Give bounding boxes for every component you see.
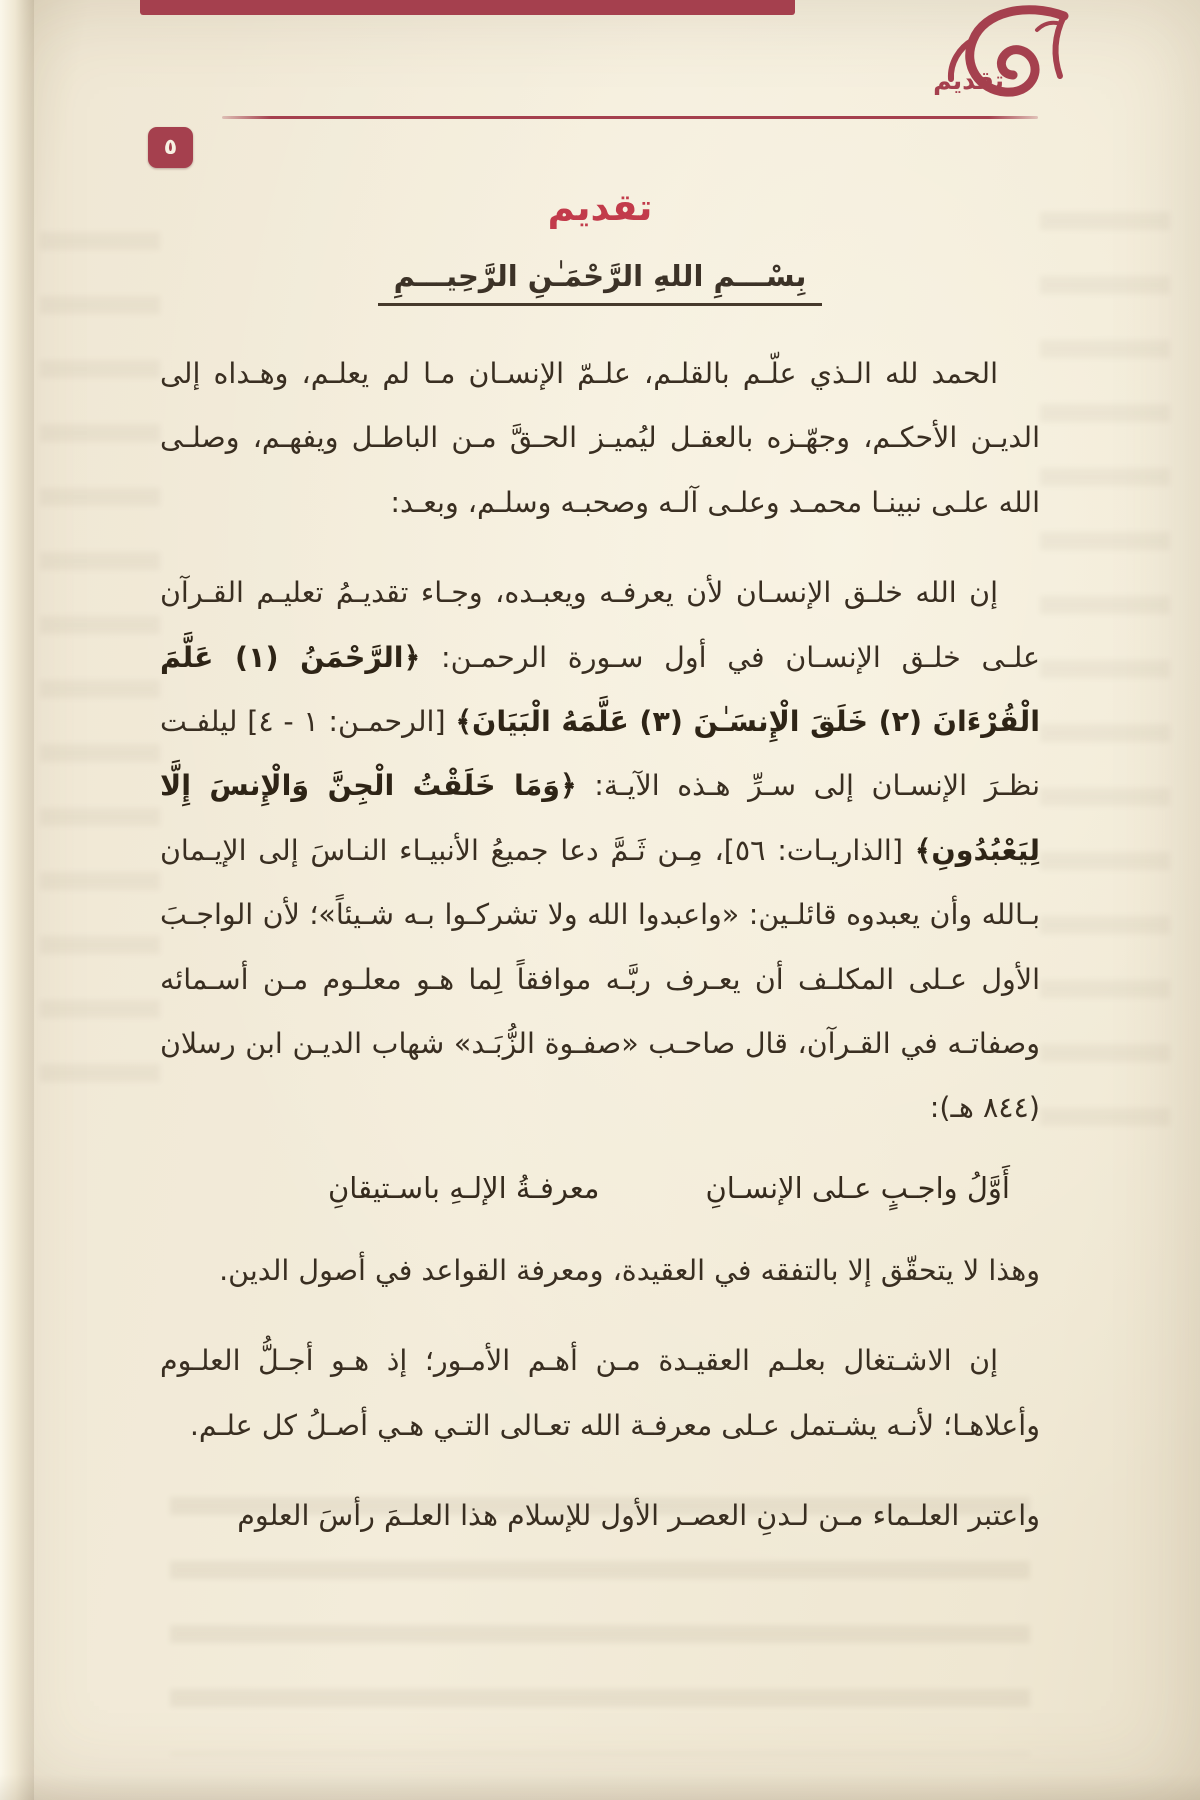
paragraph-scholars-view: واعتبر العلـماء مـن لـدنِ العصـر الأول للإسلام هذا العلـمَ رأسَ العلوم xyxy=(237,1499,1040,1533)
paragraph-hamdala: الحمد لله الـذي علّـم بالقلـم، علـمّ الإنسـان مـا لم يعلـم، وهـداه إلى الديـن الأحكـم، وجهّـزه بالعقـل ليُميـز الحـقَّ مـن الباطـل ويفهـم، وصلـى الله علـى نبينـا محمـد وعلـى آلـه وصحبـه وسلـم، وبعـد: xyxy=(160,357,1040,519)
header-rule xyxy=(222,116,1038,119)
poetry-second-hemistich: معرفـةُ الإلـهِ باسـتيقانِ xyxy=(328,1170,600,1205)
page-bleedthrough xyxy=(1040,190,1170,1170)
paragraph-quran-teaching xyxy=(160,561,1040,1141)
header-top-bar xyxy=(140,0,795,15)
quran-verse-rahman: ﴿الرَّحْمَنُ (١) عَلَّمَ الْقُرْءَانَ (٢) خَلَقَ الْإِنسَـٰنَ (٣) عَلَّمَهُ الْبَيَانَ﴾ xyxy=(160,640,1041,739)
page-number-badge xyxy=(148,127,193,168)
verse-reference-rahman: [الرحمـن: ١ - ٤] xyxy=(237,705,456,739)
page-left-edge xyxy=(0,0,34,1800)
page-number: ٥ xyxy=(163,134,178,160)
page-bottom-shadow xyxy=(0,1774,1200,1800)
paragraph-text: مِـن ثَـمَّ دعا جميعُ الأنبيـاء النـاسَ إلى الإيـمان بـالله وأن يعبدوه قائلـين: «واعبدوا الله ولا تشركـوا بـه شـيئاً»؛ لأن الواجـبَ الأول عـلى المكلـف أن يعـرف ربَّـه موافقاً لِما هـو معلـوم مـن أسـمائه وصفاتـه في القـرآن، قال صاحـب «صفـوة الزُّبَـد» شهاب الديـن ابن رسلان (٨٤٤ هـ): xyxy=(160,833,1040,1125)
basmala-block xyxy=(160,259,1040,306)
paragraph-text: ليلفـت نظـرَ الإنسـان إلى سـرِّ هـذه الآيـة: xyxy=(160,705,1040,803)
verse-reference-dhariyat: [الذاريـات: ٥٦]، xyxy=(702,833,915,867)
paragraph-importance-of-aqeedah: إن الاشـتغال بعلـم العقيـدة مـن أهـم الأمـور؛ إذ هـو أجـلُّ العلـوم وأعلاهـا؛ لأنـه يشـتمل عـلى معرفـة الله تعـالى التـي هـي أصـلُ كل علـم. xyxy=(160,1344,1040,1442)
paragraph-aqeedah-requirement: وهذا لا يتحقّق إلا بالتفقه في العقيدة، ومعرفة القواعد في أصول الدين. xyxy=(219,1253,1040,1287)
section-title: تقديم xyxy=(547,186,653,229)
corner-floral-ornament-icon xyxy=(940,2,1072,118)
quran-verse-dhariyat: ﴿وَمَا خَلَقْتُ الْجِنَّ وَالْإِنسَ إِلَّا لِيَعْبُدُونِ﴾ xyxy=(160,769,1040,867)
page-content xyxy=(160,186,1040,1575)
poetry-verse-line xyxy=(160,1167,1040,1209)
basmala-text: بِسْـــمِ اللهِ الرَّحْمَـٰنِ الرَّحِيـــمِ xyxy=(378,259,823,306)
poetry-first-hemistich: أَوَّلُ واجـبٍ عـلى الإنسـانِ xyxy=(705,1170,1010,1205)
page-bleedthrough xyxy=(40,210,160,1110)
running-header: تقديم xyxy=(933,66,1004,95)
paragraph-text: إن الله خلـق الإنسـان لأن يعرفـه ويعبـده، وجـاء تقديـمُ تعليـم القـرآن علـى خلـق الإنسـان في أول سـورة الرحمـن: xyxy=(160,576,1041,674)
